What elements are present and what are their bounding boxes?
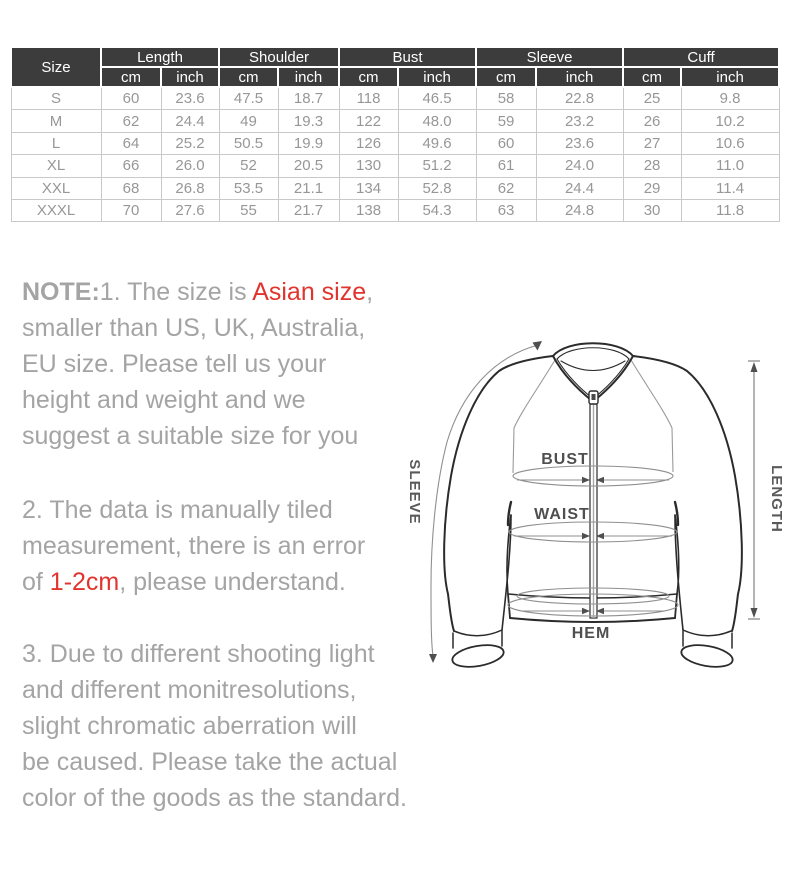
length-label: LENGTH <box>768 465 785 533</box>
jacket-diagram-svg <box>390 330 790 686</box>
value-cell: 10.2 <box>681 110 779 132</box>
value-cell: 70 <box>101 199 161 221</box>
note-line: 3. Due to different shooting light <box>22 640 375 668</box>
value-cell: 54.3 <box>398 199 476 221</box>
note-text: , please understand. <box>119 568 346 596</box>
value-cell: 28 <box>623 155 681 177</box>
value-cell: 49 <box>219 110 278 132</box>
value-cell: 27 <box>623 132 681 154</box>
table-row <box>11 132 779 154</box>
note-text: , <box>366 278 374 306</box>
value-cell: 27.6 <box>161 199 219 221</box>
hem-label: HEM <box>571 625 611 642</box>
value-cell: 21.1 <box>278 177 339 199</box>
value-cell: 51.2 <box>398 155 476 177</box>
table-row <box>11 177 779 199</box>
value-cell: 48.0 <box>398 110 476 132</box>
value-cell: 58 <box>476 87 536 110</box>
col-header-cuff: Cuff <box>623 47 779 67</box>
note-line: 2. The data is manually tiled <box>22 496 333 524</box>
value-cell: 21.7 <box>278 199 339 221</box>
note-line: measurement, there is an error <box>22 532 366 560</box>
value-cell: 64 <box>101 132 161 154</box>
table-row <box>11 199 779 221</box>
size-cell: XXL <box>11 177 101 199</box>
unit-header-cm: cm <box>219 67 278 87</box>
size-cell: XXXL <box>11 199 101 221</box>
value-cell: 118 <box>339 87 398 110</box>
waist-label: WAIST <box>534 506 590 523</box>
value-cell: 25 <box>623 87 681 110</box>
note-line: EU size. Please tell us your <box>22 350 327 378</box>
value-cell: 130 <box>339 155 398 177</box>
value-cell: 11.4 <box>681 177 779 199</box>
value-cell: 46.5 <box>398 87 476 110</box>
unit-header-inch: inch <box>681 67 779 87</box>
value-cell: 122 <box>339 110 398 132</box>
value-cell: 62 <box>476 177 536 199</box>
value-cell: 24.4 <box>161 110 219 132</box>
size-cell: XL <box>11 155 101 177</box>
unit-header-cm: cm <box>476 67 536 87</box>
note-text: 1. The size is <box>99 278 253 306</box>
value-cell: 49.6 <box>398 132 476 154</box>
note-text: of <box>22 568 50 596</box>
col-header-shoulder: Shoulder <box>219 47 339 67</box>
value-cell: 11.0 <box>681 155 779 177</box>
note-line: be caused. Please take the actual <box>22 748 398 776</box>
size-table-header <box>11 47 779 87</box>
value-cell: 53.5 <box>219 177 278 199</box>
unit-header-cm: cm <box>623 67 681 87</box>
col-header-length: Length <box>101 47 219 67</box>
note-highlight-asian-size: Asian size <box>252 278 367 306</box>
unit-header-inch: inch <box>536 67 623 87</box>
size-table <box>10 46 780 222</box>
value-cell: 126 <box>339 132 398 154</box>
unit-header-cm: cm <box>101 67 161 87</box>
value-cell: 10.6 <box>681 132 779 154</box>
note-line: height and weight and we <box>22 386 306 414</box>
value-cell: 22.8 <box>536 87 623 110</box>
zipper <box>589 391 598 618</box>
value-cell: 61 <box>476 155 536 177</box>
value-cell: 24.0 <box>536 155 623 177</box>
note-line: slight chromatic aberration will <box>22 712 357 740</box>
value-cell: 52.8 <box>398 177 476 199</box>
note-line: suggest a suitable size for you <box>22 422 359 450</box>
col-header-bust: Bust <box>339 47 476 67</box>
unit-header-inch: inch <box>161 67 219 87</box>
note-line <box>22 274 462 310</box>
value-cell: 59 <box>476 110 536 132</box>
value-cell: 63 <box>476 199 536 221</box>
unit-header-inch: inch <box>398 67 476 87</box>
value-cell: 66 <box>101 155 161 177</box>
value-cell: 52 <box>219 155 278 177</box>
value-cell: 24.8 <box>536 199 623 221</box>
note-line: and different monitresolutions, <box>22 676 357 704</box>
note-highlight-error: 1-2cm <box>49 568 120 596</box>
note-line: smaller than US, UK, Australia, <box>22 314 366 342</box>
value-cell: 24.4 <box>536 177 623 199</box>
value-cell: 26.0 <box>161 155 219 177</box>
size-table-body <box>11 87 779 222</box>
note-prefix: NOTE: <box>22 278 100 306</box>
value-cell: 55 <box>219 199 278 221</box>
value-cell: 60 <box>101 87 161 110</box>
value-cell: 26.8 <box>161 177 219 199</box>
value-cell: 30 <box>623 199 681 221</box>
value-cell: 25.2 <box>161 132 219 154</box>
jacket-measure-diagram <box>390 330 790 686</box>
unit-header-cm: cm <box>339 67 398 87</box>
value-cell: 134 <box>339 177 398 199</box>
value-cell: 62 <box>101 110 161 132</box>
value-cell: 19.9 <box>278 132 339 154</box>
value-cell: 23.6 <box>161 87 219 110</box>
col-header-sleeve: Sleeve <box>476 47 623 67</box>
length-arrow <box>748 361 760 619</box>
value-cell: 60 <box>476 132 536 154</box>
value-cell: 68 <box>101 177 161 199</box>
value-cell: 29 <box>623 177 681 199</box>
value-cell: 18.7 <box>278 87 339 110</box>
value-cell: 9.8 <box>681 87 779 110</box>
bust-label: BUST <box>541 451 589 468</box>
table-row <box>11 87 779 110</box>
value-cell: 50.5 <box>219 132 278 154</box>
value-cell: 11.8 <box>681 199 779 221</box>
value-cell: 20.5 <box>278 155 339 177</box>
size-cell: L <box>11 132 101 154</box>
sleeve-label: SLEEVE <box>406 459 423 525</box>
value-cell: 26 <box>623 110 681 132</box>
value-cell: 47.5 <box>219 87 278 110</box>
size-cell: S <box>11 87 101 110</box>
col-header-size: Size <box>11 47 101 87</box>
unit-header-inch: inch <box>278 67 339 87</box>
table-row <box>11 155 779 177</box>
table-row <box>11 110 779 132</box>
note-line: color of the goods as the standard. <box>22 784 407 812</box>
value-cell: 19.3 <box>278 110 339 132</box>
value-cell: 23.6 <box>536 132 623 154</box>
value-cell: 23.2 <box>536 110 623 132</box>
value-cell: 138 <box>339 199 398 221</box>
size-cell: M <box>11 110 101 132</box>
